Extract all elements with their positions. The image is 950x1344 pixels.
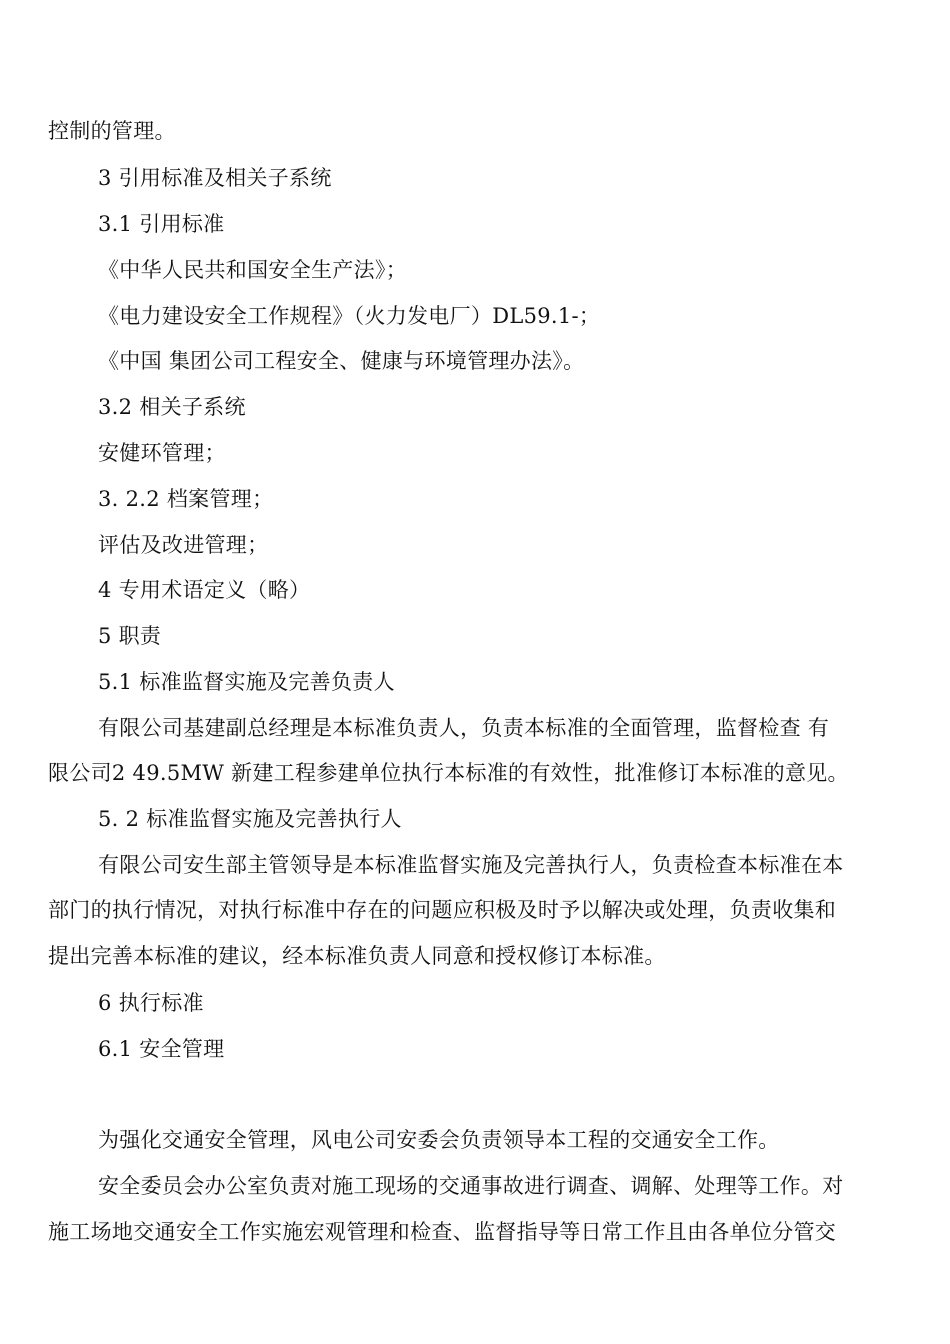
subsection-heading: 3.2 相关子系统	[98, 395, 246, 419]
paragraph-line: 限公司2 49.5MW 新建工程参建单位执行本标准的有效性，批准修订本标准的意见。	[48, 761, 849, 785]
paragraph-line: 安全委员会办公室负责对施工现场的交通事故进行调查、调解、处理等工作。对	[98, 1174, 844, 1198]
subsection-heading: 3.1 引用标准	[98, 212, 225, 236]
section-heading: 6 执行标准	[98, 991, 204, 1015]
paragraph-line: 部门的执行情况，对执行标准中存在的问题应积极及时予以解决或处理，负责收集和	[48, 898, 837, 922]
text-line: 3. 2.2 档案管理；	[98, 487, 274, 511]
text-line: 《电力建设安全工作规程》（火力发电厂）DL59.1-；	[98, 304, 601, 328]
paragraph-line: 有限公司基建副总经理是本标准负责人，负责本标准的全面管理，监督检查 有	[98, 716, 830, 740]
paragraph-line: 施工场地交通安全工作实施宏观管理和检查、监督指导等日常工作且由各单位分管交	[48, 1220, 837, 1244]
text-line: 评估及改进管理；	[98, 533, 269, 557]
paragraph-line: 为强化交通安全管理，风电公司安委会负责领导本工程的交通安全工作。	[98, 1128, 780, 1152]
paragraph-line: 提出完善本标准的建议，经本标准负责人同意和授权修订本标准。	[48, 944, 666, 968]
subsection-heading: 6.1 安全管理	[98, 1037, 225, 1061]
section-heading: 4 专用术语定义（略）	[98, 578, 311, 602]
section-heading: 5 职责	[98, 624, 162, 648]
text-line: 《中国 集团公司工程安全、健康与环境管理办法》。	[98, 349, 585, 373]
text-line: 安健环管理；	[98, 441, 226, 465]
subsection-heading: 5.1 标准监督实施及完善负责人	[98, 670, 395, 694]
paragraph-line: 有限公司安生部主管领导是本标准监督实施及完善执行人，负责检查本标准在本	[98, 853, 844, 877]
section-heading: 3 引用标准及相关子系统	[98, 166, 332, 190]
text-line: 控制的管理。	[48, 119, 176, 143]
text-line: 《中华人民共和国安全生产法》；	[98, 258, 407, 282]
subsection-heading: 5. 2 标准监督实施及完善执行人	[98, 807, 402, 831]
